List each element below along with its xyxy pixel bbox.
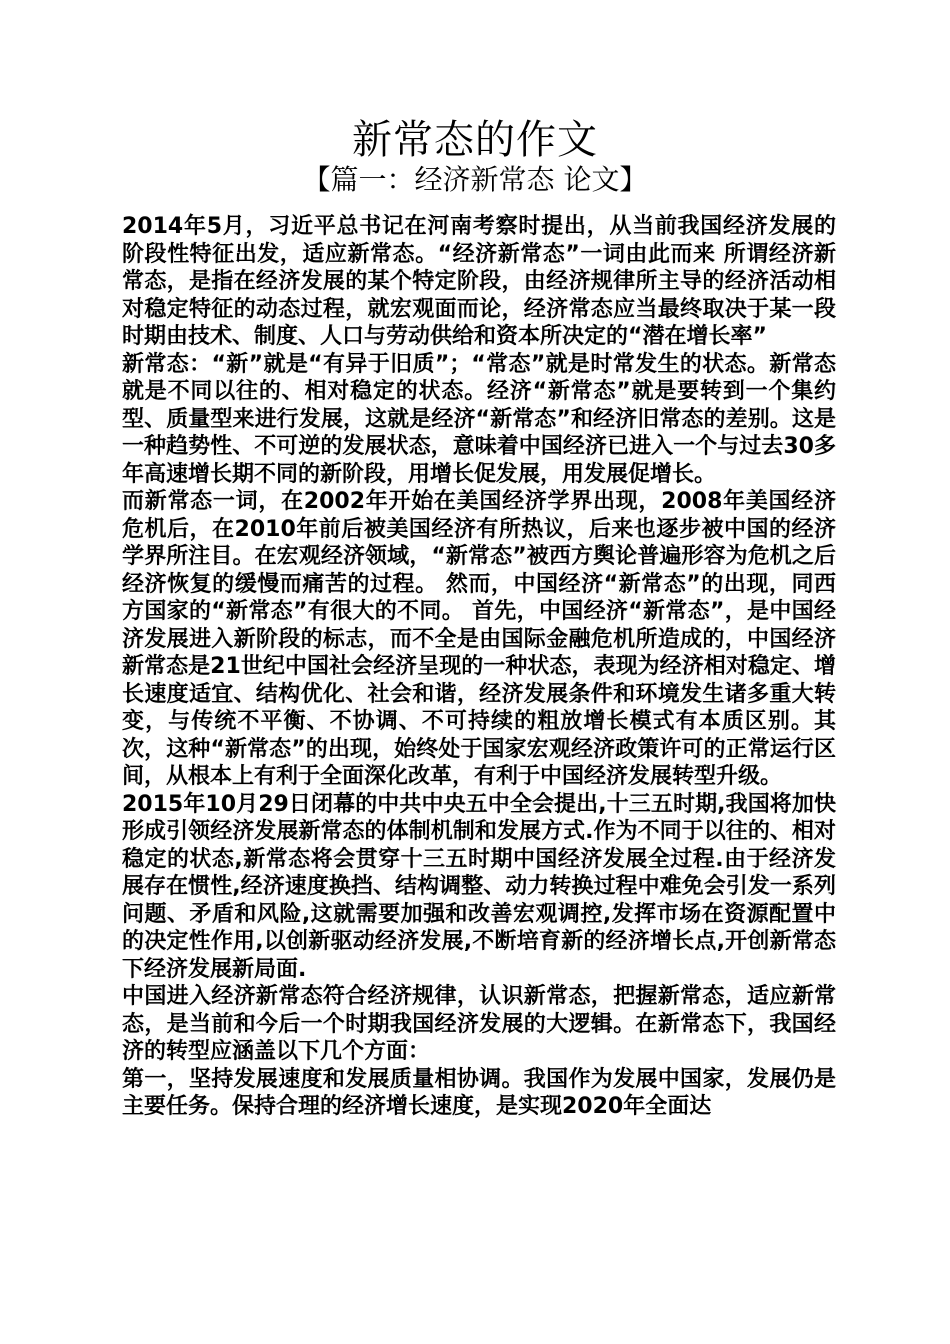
body-paragraph: 新常态：“新”就是“有异于旧质”；“常态”就是时常发生的状态。新常态就是不同以往的、相对稳定的状态。经济“新常态”就是要转到一个集约型、质量型来进行发展，这就是经济“新常态”和经济旧常态的差别。这是一种趋势性、不可逆的发展状态，意味着中国经济已进入一个与过去30多年高速增长期不同的新阶段，用增长促发展，用发展促增长。 [122, 351, 836, 487]
document-title: 新常态的作文 [352, 117, 598, 163]
document-body [116, 213, 836, 1121]
body-paragraph: 2015年10月29日闭幕的中共中央五中全会提出,十三五时期,我国将加快形成引领经济发展新常态的体制机制和发展方式.作为不同于以往的、相对稳定的状态,新常态将会贯穿十三五时期中国经济发展全过程.由于经济发展存在惯性,经济速度换挡、结构调整、动力转换过程中难免会引发一系列问题、矛盾和风险,这就需要加强和改善宏观调控,发挥市场在资源配置中的决定性作用,以创新驱动经济发展,不断培育新的经济增长点,开创新常态下经济发展新局面. [122, 791, 836, 982]
body-paragraph: 第一，坚持发展速度和发展质量相协调。我国作为发展中国家，发展仍是主要任务。保持合理的经济增长速度，是实现2020年全面达 [122, 1066, 836, 1119]
body-paragraph: 2014年5月，习近平总书记在河南考察时提出，从当前我国经济发展的阶段性特征出发，适应新常态。“经济新常态”一词由此而来 所谓经济新常态，是指在经济发展的某个特定阶段，由经济规律所主导的经济活动相对稳定特征的动态过程，就宏观面而论，经济常态应当最终取决于某一段时期由技术、制度、人口与劳动供给和资本所决定的“潜在增长率” [122, 214, 836, 349]
body-paragraph: 中国进入经济新常态符合经济规律，认识新常态，把握新常态，适应新常态，是当前和今后一个时期我国经济发展的大逻辑。在新常态下，我国经济的转型应涵盖以下几个方面： [122, 984, 836, 1064]
body-paragraph: 而新常态一词，在2002年开始在美国经济学界出现，2008年美国经济危机后，在2010年前后被美国经济有所热议，后来也逐步被中国的经济学界所注目。在宏观经济领域，“新常态”被西方舆论普遍形容为危机之后经济恢复的缓慢而痛苦的过程。 然而，中国经济“新常态”的出现，同西方国家的“新常态”有很大的不同。 首先，中国经济“新常态”，是中国经济发展进入新阶段的标志，而不全是由国际金融危机所造成的，中国经济新常态是21世纪中国社会经济呈现的一种状态，表现为经济相对稳定、增长速度适宜、结构优化、社会和谐，经济发展条件和环境发生诸多重大转变，与传统不平衡、不协调、不可持续的粗放增长模式有本质区别。其次，这种“新常态”的出现，始终处于国家宏观经济政策许可的正常运行区间，从根本上有利于全面深化改革，有利于中国经济发展转型升级。 [122, 489, 836, 789]
document-subtitle: 【篇一：经济新常态 论文】 [302, 163, 648, 196]
